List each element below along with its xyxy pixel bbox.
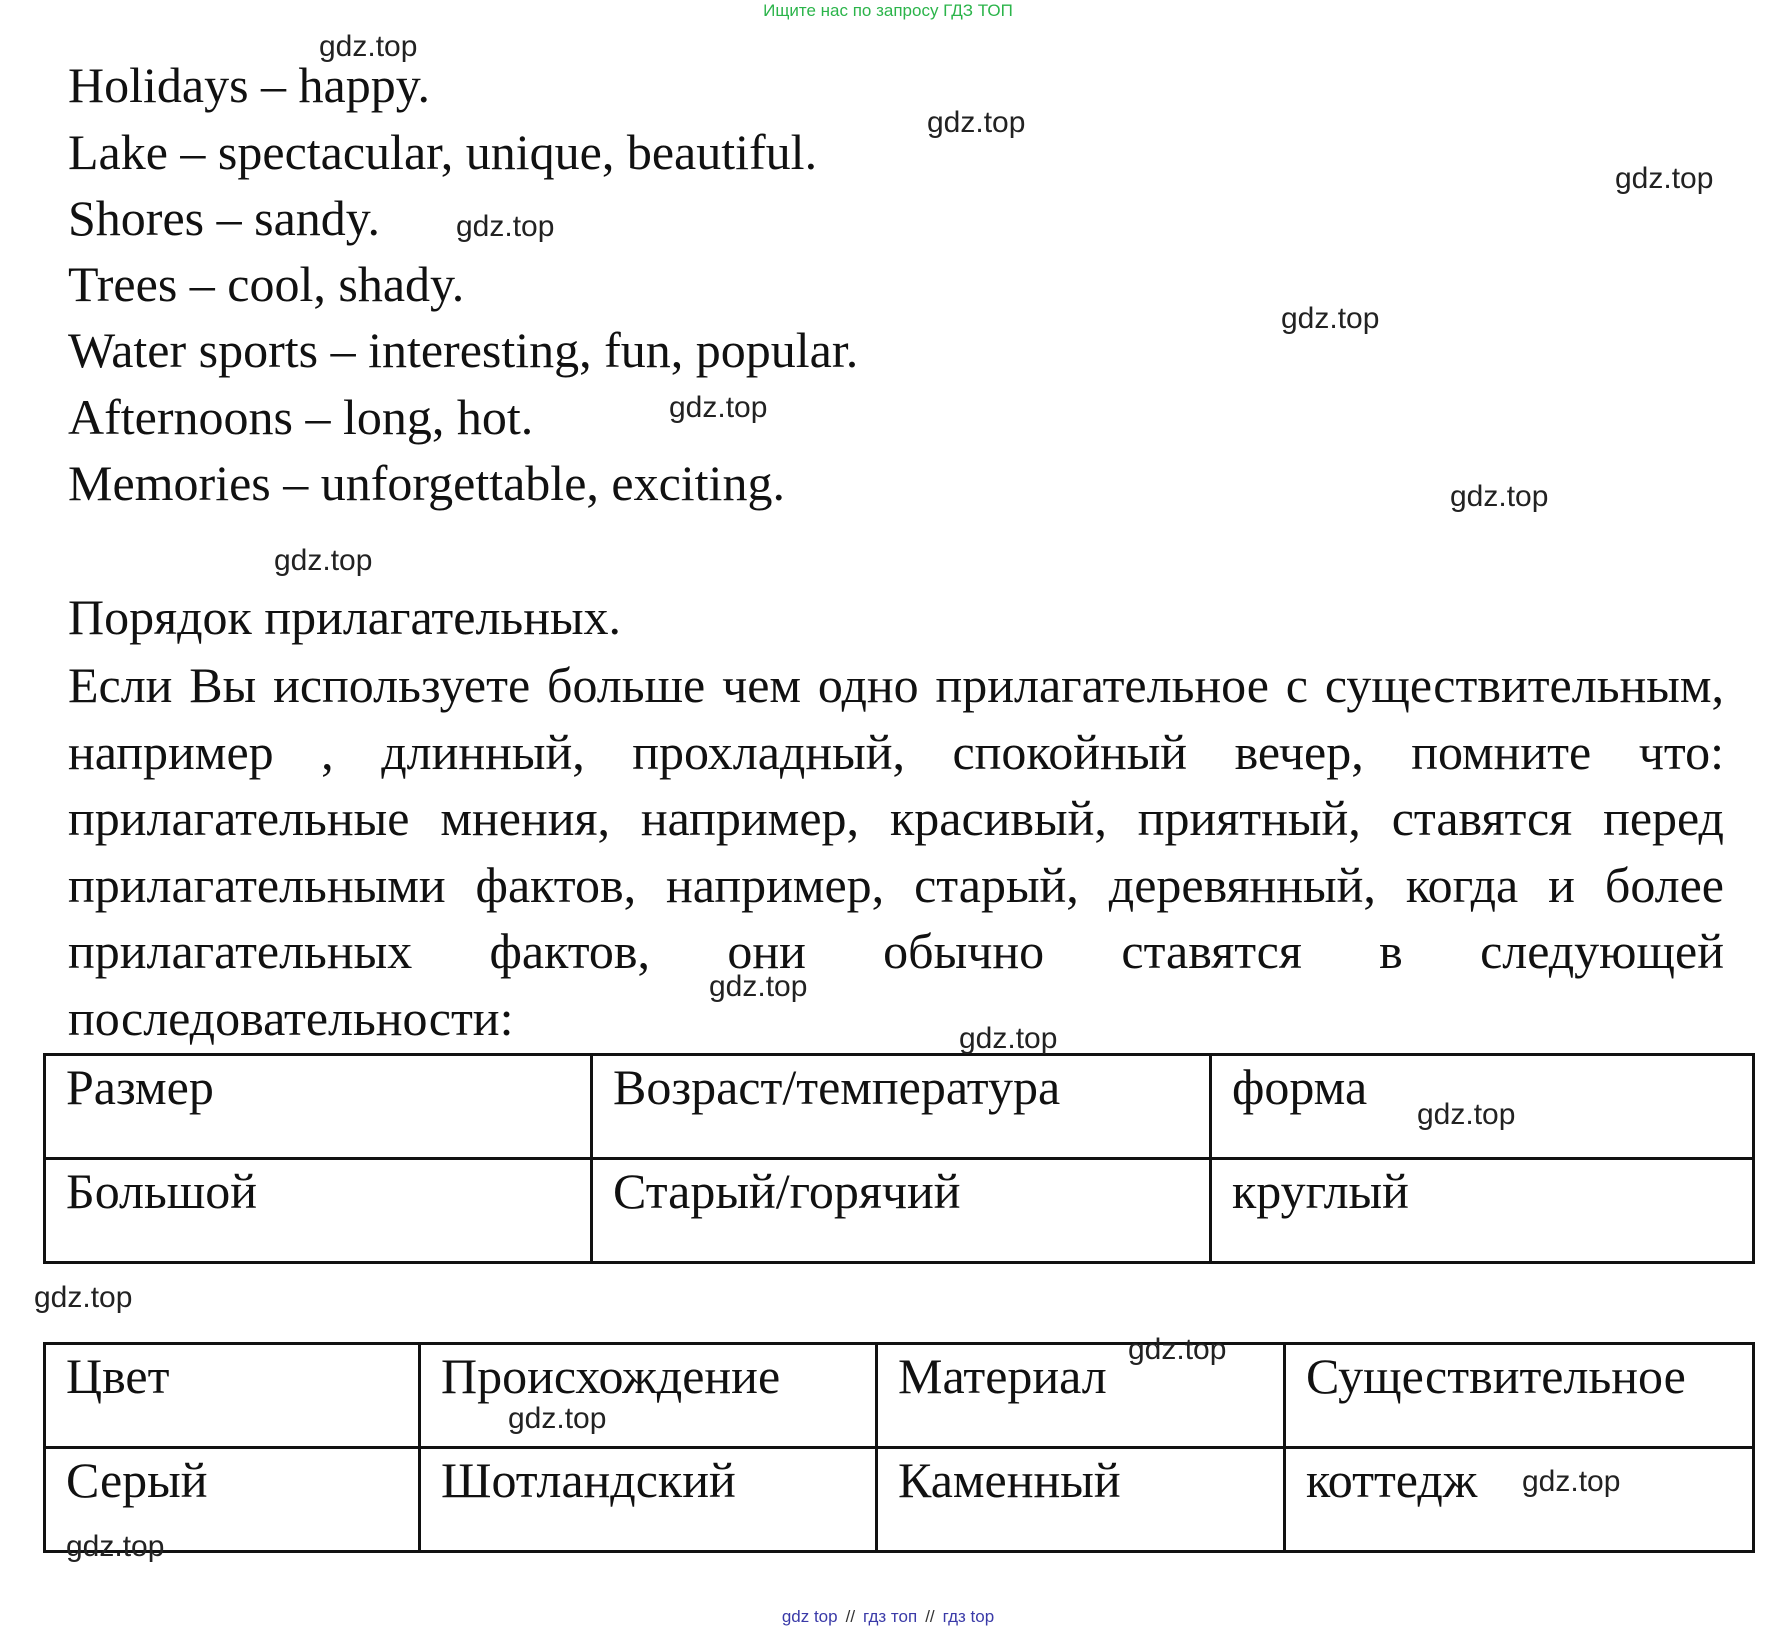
footer-links: [0, 1607, 1776, 1627]
word-list-item: Trees – cool, shady.: [68, 256, 465, 312]
footer-separator: //: [925, 1607, 935, 1626]
paragraph-line: Если Вы используете больше чем одно прилагательное с существительным,: [68, 657, 1724, 713]
watermark: gdz.top: [1128, 1333, 1227, 1366]
adjective-order-table-2: [43, 1342, 1755, 1553]
watermark: gdz.top: [709, 970, 808, 1003]
word-list-item: Shores – sandy.: [68, 190, 381, 246]
paragraph-line: прилагательных фактов, они обычно ставятся в следующей: [68, 923, 1724, 979]
watermark: gdz.top: [66, 1530, 165, 1563]
watermark: gdz.top: [34, 1281, 133, 1314]
paragraph-line: прилагательные мнения, например, красивый, приятный, ставятся перед: [68, 790, 1724, 846]
watermark: gdz.top: [927, 106, 1026, 139]
word-list-item: Lake – spectacular, unique, beautiful.: [68, 124, 818, 180]
table-cell: форма: [1211, 1055, 1754, 1159]
section-title: Порядок прилагательных.: [68, 589, 622, 645]
footer-link[interactable]: гдз top: [942, 1607, 995, 1626]
table-cell: Серый: [45, 1448, 420, 1552]
watermark: gdz.top: [508, 1402, 607, 1435]
footer-link[interactable]: гдз топ: [863, 1607, 918, 1626]
watermark: gdz.top: [319, 30, 418, 63]
watermark: gdz.top: [274, 544, 373, 577]
rule-paragraph: [68, 652, 1724, 1051]
watermark: gdz.top: [1450, 480, 1549, 513]
watermark: gdz.top: [1281, 302, 1380, 335]
paragraph-line: последовательности:: [68, 989, 514, 1046]
watermark: gdz.top: [959, 1022, 1058, 1055]
word-list-item: Water sports – interesting, fun, popular.: [68, 322, 859, 378]
paragraph-line: например , длинный, прохладный, спокойный вечер, помните что:: [68, 723, 1724, 780]
table-cell: коттедж: [1285, 1448, 1754, 1552]
footer-separator: //: [845, 1607, 856, 1626]
watermark: gdz.top: [456, 210, 555, 243]
table-cell: Шотландский: [420, 1448, 877, 1552]
table-cell: Старый/горячий: [592, 1159, 1211, 1263]
table-header-row: [45, 1344, 1754, 1448]
table-cell: Большой: [45, 1159, 592, 1263]
paragraph-line: прилагательными фактов, например, старый, деревянный, когда и более: [68, 856, 1724, 913]
table-row: [45, 1159, 1754, 1263]
table-cell: Существительное: [1285, 1344, 1754, 1448]
table-cell: Цвет: [45, 1344, 420, 1448]
table-cell: Каменный: [877, 1448, 1285, 1552]
word-list-item: Afternoons – long, hot.: [68, 389, 534, 445]
table-cell: Происхождение: [420, 1344, 877, 1448]
watermark: gdz.top: [1615, 162, 1714, 195]
top-banner: Ищите нас по запросу ГДЗ ТОП: [763, 1, 1013, 20]
adjective-order-table-1: [43, 1053, 1755, 1264]
word-list-item: Holidays – happy.: [68, 57, 430, 113]
watermark: gdz.top: [669, 391, 768, 424]
table-cell: Возраст/температура: [592, 1055, 1211, 1159]
table-cell: круглый: [1211, 1159, 1754, 1263]
table-cell: Размер: [45, 1055, 592, 1159]
footer-link[interactable]: gdz top: [781, 1607, 838, 1626]
word-list-item: Memories – unforgettable, exciting.: [68, 455, 785, 511]
watermark: gdz.top: [1417, 1098, 1516, 1131]
watermark: gdz.top: [1522, 1465, 1621, 1498]
table-cell: Материал: [877, 1344, 1285, 1448]
table-row: [45, 1448, 1754, 1552]
